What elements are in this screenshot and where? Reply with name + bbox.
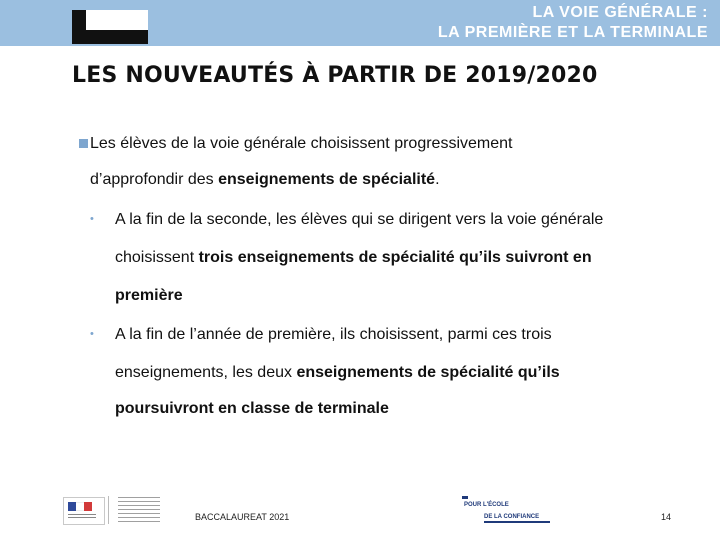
confiance-bar-bottom — [484, 521, 550, 523]
sub-point-2-line1: A la fin de l’année de première, ils choisissent, parmi ces trois — [115, 326, 552, 343]
sub-point-2-line3-bold: poursuivront en classe de terminale — [115, 400, 389, 417]
main-point-line2 — [90, 170, 440, 190]
sub-point-2-bullet-icon: • — [90, 328, 94, 340]
sub-point-2-line2-prefix: enseignements, les deux — [115, 364, 297, 381]
main-point-line1: Les élèves de la voie générale choisissent progressivement — [90, 135, 513, 152]
confiance-text-bottom: DE LA CONFIANCE — [484, 514, 540, 520]
logo-horizontal-bar — [72, 30, 148, 44]
logo-divider — [108, 496, 109, 524]
sub-point-1-line3 — [115, 286, 183, 306]
main-point-line2-suffix: . — [435, 171, 440, 188]
confiance-text-top: POUR L'ÉCOLE — [464, 502, 509, 508]
flag-blue — [68, 502, 76, 511]
slide-title: LES NOUVEAUTÉS À PARTIR DE 2019/2020 — [72, 63, 598, 88]
footer-label: BACCALAUREAT 2021 — [195, 512, 290, 522]
marianne-text-lines — [68, 514, 96, 520]
ministry-text-lines — [118, 497, 160, 523]
page-number: 14 — [661, 512, 672, 522]
sub-point-2-line2 — [115, 363, 560, 383]
sub-point-2-line3 — [115, 399, 389, 419]
sub-point-1-bullet-icon: • — [90, 213, 94, 225]
header-title-line1: LA VOIE GÉNÉRALE : — [532, 4, 708, 21]
main-point-line2-prefix: d’approfondir des — [90, 171, 219, 188]
sub-point-1-line3-bold: première — [115, 287, 183, 304]
sub-point-1-line2-bold: trois enseignements de spécialité qu’ils suivront en — [198, 249, 592, 266]
header-title-line2: LA PREMIÈRE ET LA TERMINALE — [437, 24, 708, 41]
confiance-bar-top — [462, 496, 468, 499]
sub-point-2-line2-bold: enseignements de spécialité qu’ils — [296, 364, 560, 381]
logo-white-block — [86, 10, 148, 30]
sub-point-1-line2-prefix: choisissent — [115, 249, 199, 266]
main-point-line2-bold: enseignements de spécialité — [218, 171, 436, 188]
sub-point-1-line1: A la fin de la seconde, les élèves qui se dirigent vers la voie générale — [115, 211, 604, 228]
sub-point-1-line2 — [115, 248, 592, 268]
square-bullet-icon — [79, 139, 88, 148]
flag-red — [84, 502, 92, 511]
flag-white — [76, 502, 84, 511]
